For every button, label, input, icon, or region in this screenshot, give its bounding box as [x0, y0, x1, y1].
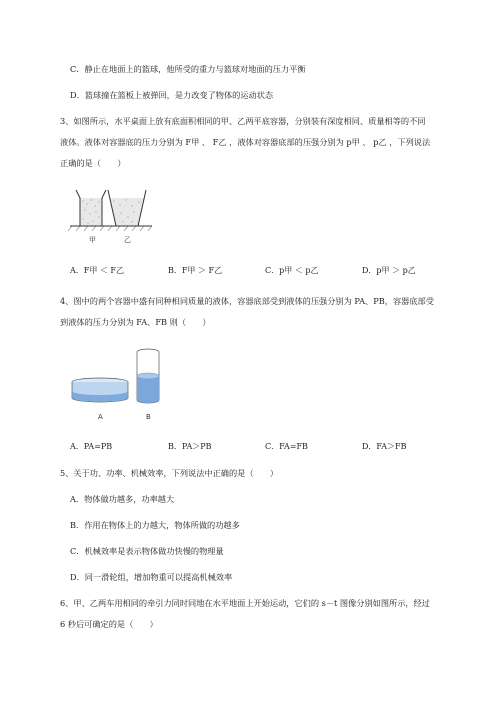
q4-stem-line1: 4、图中的两个容器中盛有同种相同质量的液体，容器底部受到液体的压强分别为 PA、PB，容器底部受 [60, 296, 434, 306]
q5-option-a: A．物体做功越多，功率越大 [70, 494, 175, 504]
q5-option-c: C．机械效率是表示物体做功快慢的物理量 [70, 546, 224, 556]
q3-option-a: A．F甲 ＜ F乙 [70, 266, 124, 275]
q5-option-b: B．作用在物体上的力越大，物体所做的功越多 [70, 520, 240, 530]
q6-stem-line1: 6、甲、乙两车用相同的牵引力同时同地在水平地面上开始运动，它们的 s－t 图像分别如图所示，经过 [60, 598, 430, 608]
q5-stem: 5、关于功、功率、机械效率，下列说法中正确的是（ ） [60, 468, 279, 478]
q3-label-jia: 甲 [89, 236, 96, 244]
q6-stem-line2: 6 秒后可确定的是（ ） [60, 619, 158, 629]
q3-stem-line1: 3、如图所示，水平桌面上放有底面积相同的甲、乙两平底容器，分别装有深度相同、质量相等的不同 [60, 116, 426, 126]
q3-stem-line2: 液体。液体对容器底的压力分别为 F甲 、 F乙 ，液体对容器底部的压强分别为 p甲 、 p乙 ，下列说法 [60, 137, 431, 147]
q3-stem-line3: 正确的是（ ） [60, 158, 126, 168]
option-d-prev: D．篮球撞在篮板上被弹回，是力改变了物体的运动状态 [70, 90, 274, 100]
q5-option-d: D．同一滑轮组，增加物重可以提高机械效率 [70, 572, 233, 582]
q4-label-a: A [98, 413, 103, 421]
q4-figure [68, 344, 178, 424]
q3-label-yi: 乙 [124, 236, 131, 244]
q4-option-b: B．PA＞PB [168, 442, 212, 451]
q4-stem-line2: 到液体的压力分别为 FA、FB 则（ ） [60, 317, 211, 327]
q4-option-d: D．FA＞FB [362, 442, 407, 451]
q4-option-a: A．PA=PB [70, 442, 113, 451]
q3-option-c: C．p甲 ＜ p乙 [265, 266, 319, 275]
q3-option-b: B．F甲 ＞ F乙 [168, 266, 223, 275]
q3-figure [68, 186, 158, 248]
q4-option-c: C．FA=FB [265, 442, 308, 451]
option-c-prev: C．静止在地面上的篮球，他所受的重力与篮球对地面的压力平衡 [70, 64, 306, 74]
q4-label-b: B [146, 413, 151, 421]
q3-option-d: D．p甲 ＞ p乙 [362, 266, 416, 275]
